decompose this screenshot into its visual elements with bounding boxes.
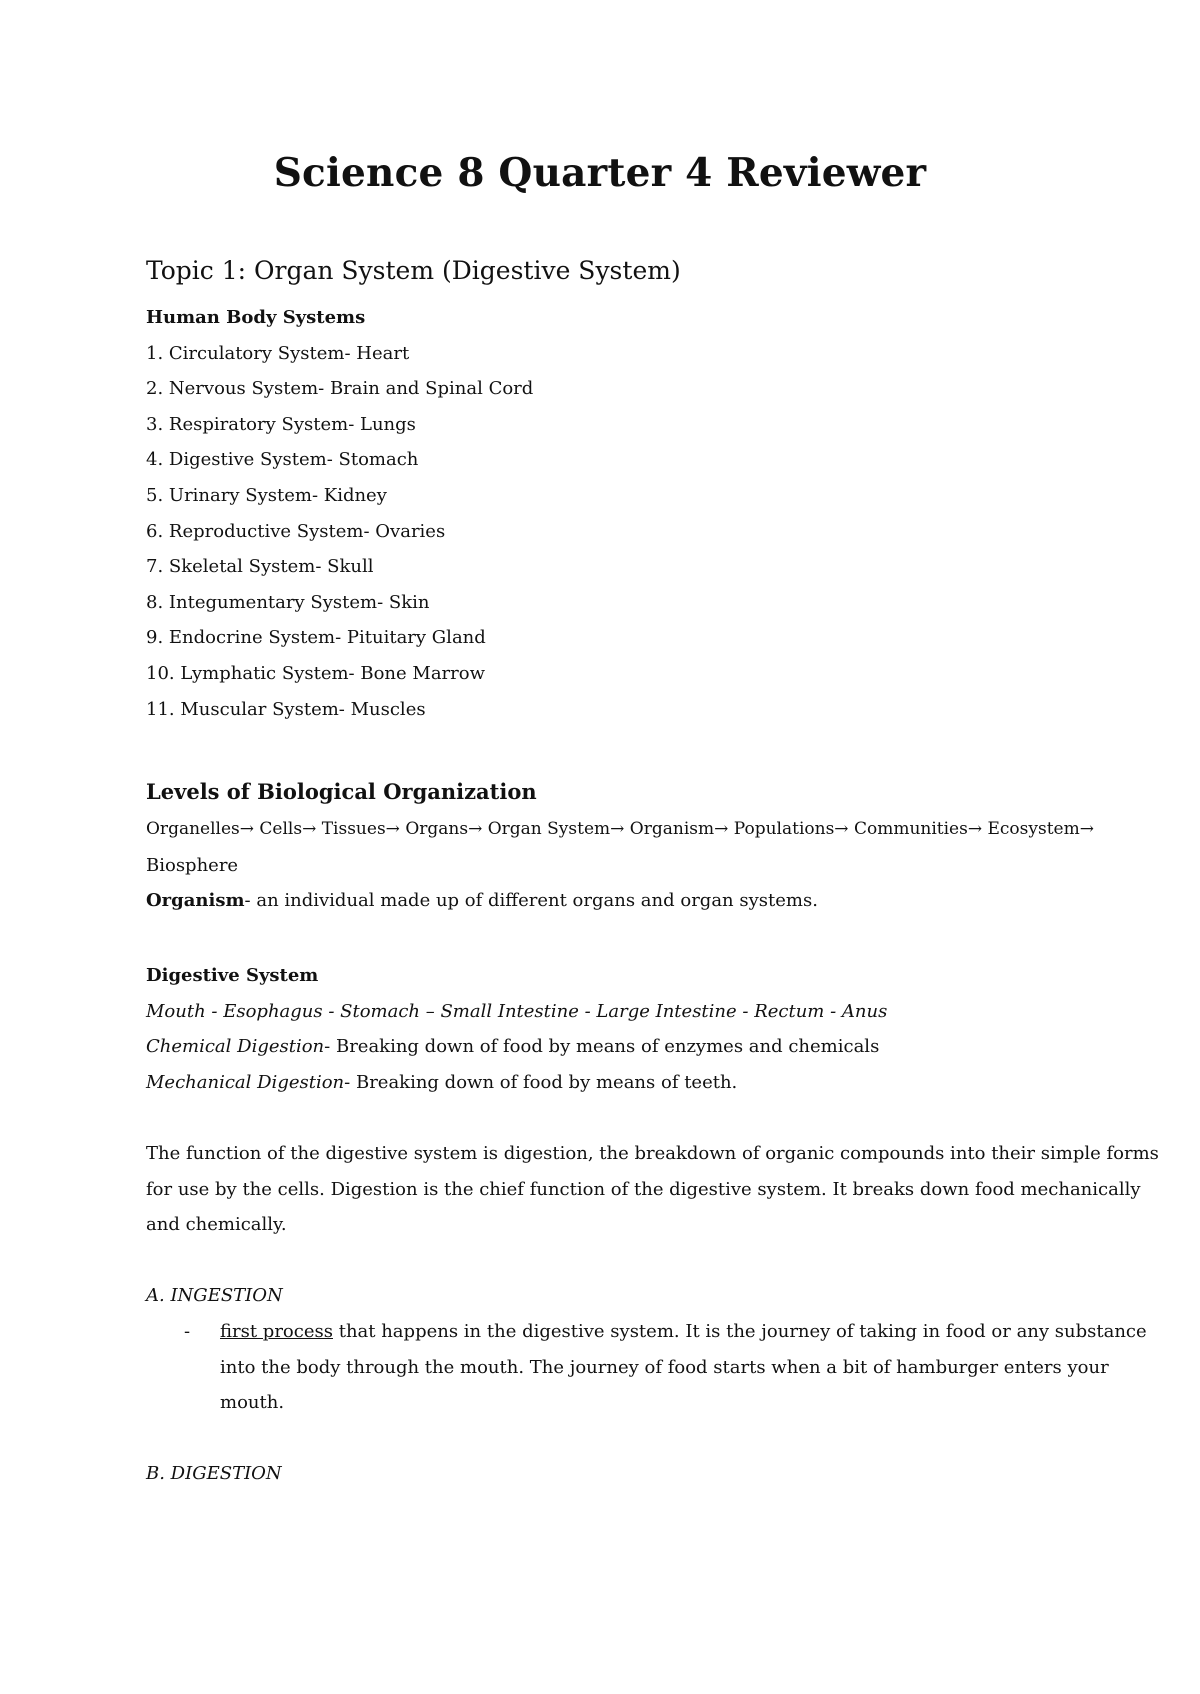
digestive-function-paragraph: [146, 1136, 1159, 1243]
system-list-item: 7. Skeletal System- Skull: [146, 556, 374, 578]
human-body-systems-section: [146, 300, 1136, 727]
system-list-item: 9. Endocrine System- Pituitary Gland: [146, 627, 486, 649]
ingestion-line: into the body through the mouth. The journey of food starts when a bit of hamburger enters your: [220, 1356, 1109, 1378]
levels-section: [146, 772, 1136, 919]
levels-heading: Levels of Biological Organization: [146, 779, 537, 804]
system-list-item: 1. Circulatory System- Heart: [146, 342, 410, 364]
system-list-item: 10. Lymphatic System- Bone Marrow: [146, 662, 486, 684]
organism-term: Organism: [146, 890, 245, 912]
ingestion-line1-rest: that happens in the digestive system. It is the journey of taking in food or any substance: [332, 1321, 1147, 1342]
topic-1-heading: Topic 1: Organ System (Digestive System): [146, 256, 681, 285]
organism-definition-text: - an individual made up of different organs and organ systems.: [244, 890, 818, 912]
digestion-heading-text: B. DIGESTION: [146, 1463, 282, 1484]
human-body-systems-heading: Human Body Systems: [146, 307, 366, 328]
chemical-digestion-text: - Breaking down of food by means of enzymes and chemicals: [324, 1036, 880, 1058]
paragraph-line: and chemically.: [146, 1214, 287, 1236]
ingestion-bullet: [146, 1314, 1147, 1421]
first-process-term: first process: [220, 1321, 333, 1342]
system-list-item: 3. Respiratory System- Lungs: [146, 413, 416, 435]
system-list-item: 6. Reproductive System- Ovaries: [146, 520, 446, 542]
chemical-digestion-term: Chemical Digestion: [146, 1036, 325, 1058]
chemical-digestion-definition: [146, 1029, 1136, 1065]
system-list-item: 11. Muscular System- Muscles: [146, 698, 426, 720]
organism-definition: [146, 883, 1136, 919]
digestive-path: Mouth - Esophagus - Stomach – Small Intestine - Large Intestine - Rectum - Anus: [146, 1000, 888, 1022]
system-list-item: 8. Integumentary System- Skin: [146, 591, 430, 613]
mechanical-digestion-text: - Breaking down of food by means of teeth.: [344, 1071, 738, 1093]
mechanical-digestion-definition: [146, 1065, 1136, 1101]
levels-sequence-line: Organelles→ Cells→ Tissues→ Organs→ Organ System→ Organism→ Populations→ Communities→ Ecosystem→: [146, 819, 1094, 839]
levels-sequence-line: Biosphere: [146, 854, 239, 876]
ingestion-bullet-text: [220, 1314, 1147, 1421]
digestion-heading: [146, 1456, 1136, 1492]
ingestion-heading: [146, 1278, 1136, 1314]
digestive-system-section: [146, 958, 1136, 1100]
digestive-system-heading: Digestive System: [146, 965, 319, 986]
document-title: Science 8 Quarter 4 Reviewer: [273, 150, 927, 196]
system-list-item: 5. Urinary System- Kidney: [146, 484, 387, 506]
system-list-item: 4. Digestive System- Stomach: [146, 449, 419, 471]
bullet-dash: -: [184, 1321, 191, 1342]
mechanical-digestion-term: Mechanical Digestion: [146, 1071, 345, 1093]
ingestion-line: mouth.: [220, 1392, 285, 1414]
ingestion-heading-text: A. INGESTION: [146, 1285, 283, 1306]
paragraph-line: for use by the cells. Digestion is the chief function of the digestive system. It breaks down food mechanically: [146, 1178, 1141, 1200]
paragraph-line: The function of the digestive system is digestion, the breakdown of organic compounds into their simple forms: [146, 1143, 1159, 1164]
system-list-item: 2. Nervous System- Brain and Spinal Cord: [146, 378, 534, 400]
